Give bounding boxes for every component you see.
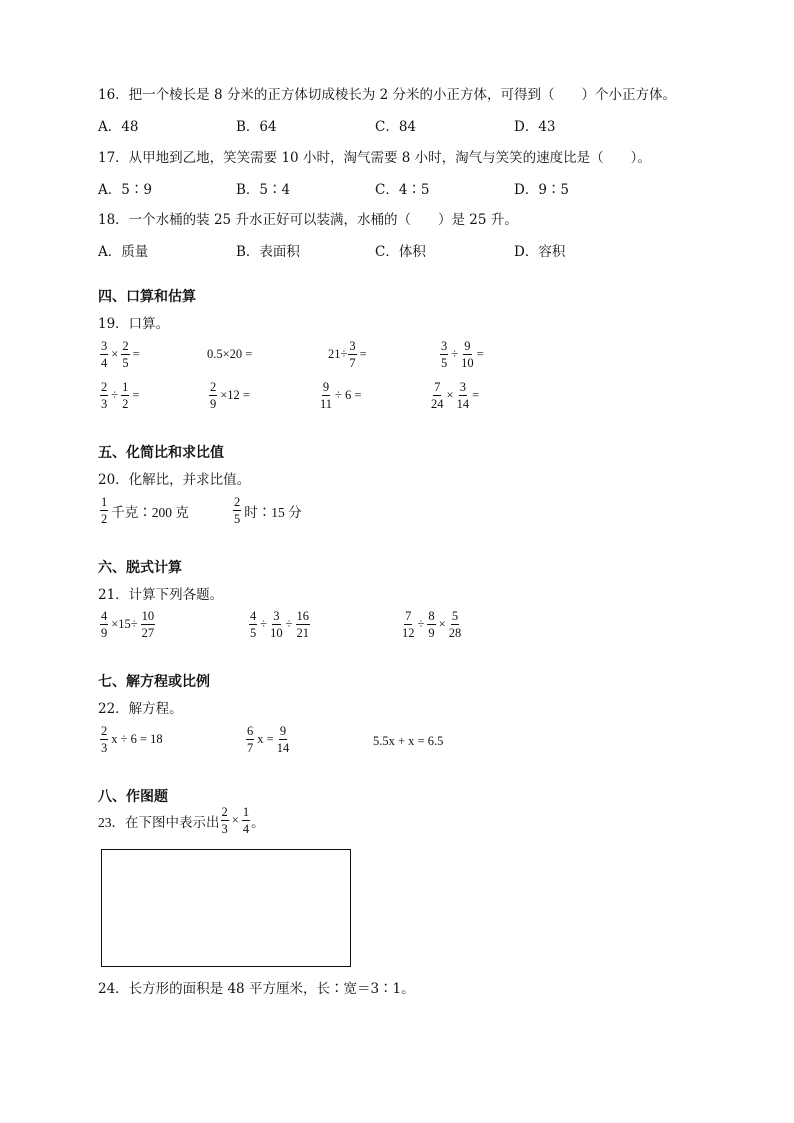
q16-option-c: C．84 <box>375 119 417 135</box>
fraction: $\frac{1}{2}$ <box>122 380 129 411</box>
question-19-label: 19．口算。 <box>98 316 170 332</box>
q19-expr-1: $\frac{3}{4}$ × $\frac{2}{5}$ = <box>101 339 140 370</box>
fraction: $\frac{10}{27}$ <box>141 609 155 640</box>
q19-expr-7: $\frac{9}{11}$ ÷ 6 = <box>320 380 362 411</box>
q21-expr-3: $\frac{7}{12}$ ÷ $\frac{8}{9}$ × $\frac{5}{28}$ <box>402 609 462 640</box>
question-23-text: 23．在下图中表示出 $\frac{2}{3}$ × $\frac{1}{4}$ 。 <box>98 805 265 836</box>
fraction: $\frac{1}{4}$ <box>242 805 250 836</box>
drawing-rectangle <box>101 849 351 967</box>
question-18-text: 18．一个水桶的装 25 升水正好可以装满，水桶的（ ）是 25 升。 <box>98 212 518 228</box>
fraction: $\frac{6}{7}$ <box>247 724 254 755</box>
fraction: $\frac{2}{3}$ <box>101 380 108 411</box>
question-21-label: 21．计算下列各题。 <box>98 587 224 603</box>
q20-expr-1: $\frac{1}{2}$ 千克∶200 克 <box>101 495 189 526</box>
q17-option-c: C．4∶5 <box>375 182 430 198</box>
section-heading-6: 六、脱式计算 <box>98 560 182 576</box>
q18-option-b: B．表面积 <box>236 244 300 260</box>
fraction: $\frac{3}{10}$ <box>270 609 283 640</box>
q16-option-b: B．64 <box>236 119 277 135</box>
q20-expr-2: $\frac{2}{5}$ 时∶15 分 <box>234 495 302 526</box>
fraction: $\frac{9}{10}$ <box>461 339 474 370</box>
q17-option-b: B．5∶4 <box>236 182 291 198</box>
fraction: $\frac{2}{3}$ <box>101 724 108 755</box>
fraction: $\frac{5}{28}$ <box>448 609 462 640</box>
q19-expr-3: 21÷ $\frac{3}{7}$ = <box>328 339 367 370</box>
question-24-text: 24．长方形的面积是 48 平方厘米，长∶宽＝3∶1。 <box>98 981 415 997</box>
fraction: $\frac{9}{11}$ <box>320 380 333 411</box>
fraction: $\frac{3}{7}$ <box>349 339 356 370</box>
q18-option-d: D．容积 <box>514 244 566 260</box>
fraction: $\frac{3}{5}$ <box>441 339 448 370</box>
fraction: $\frac{3}{14}$ <box>456 380 470 411</box>
q19-expr-4: $\frac{3}{5}$ ÷ $\frac{9}{10}$ = <box>441 339 484 370</box>
fraction: $\frac{2}{9}$ <box>210 380 217 411</box>
fraction: $\frac{1}{2}$ <box>101 495 108 526</box>
q22-expr-1: $\frac{2}{3}$ x ÷ 6 = 18 <box>101 724 163 755</box>
question-22-label: 22．解方程。 <box>98 701 183 717</box>
q22-expr-3: 5.5x + x = 6.5 <box>373 734 444 748</box>
q16-option-a: A．48 <box>98 119 139 135</box>
q19-expr-8: $\frac{7}{24}$ × $\frac{3}{14}$ = <box>431 380 480 411</box>
fraction: $\frac{7}{24}$ <box>431 380 444 411</box>
fraction: $\frac{9}{14}$ <box>276 724 290 755</box>
q19-expr-6: $\frac{2}{9}$ ×12 = <box>210 380 250 411</box>
question-16-text: 16．把一个棱长是 8 分米的正方体切成棱长为 2 分米的小正方体，可得到（ ）个小正方体。 <box>98 87 677 103</box>
q22-expr-2: $\frac{6}{7}$ x = $\frac{9}{14}$ <box>247 724 290 755</box>
q17-option-d: D．9∶5 <box>514 182 570 198</box>
section-heading-4: 四、口算和估算 <box>98 289 196 305</box>
q19-expr-2: 0.5×20 = <box>207 347 253 361</box>
question-17-text: 17．从甲地到乙地，笑笑需要 10 小时，淘气需要 8 小时，淘气与笑笑的速度比是（ ）。 <box>98 150 651 166</box>
q21-expr-1: $\frac{4}{9}$ ×15÷ $\frac{10}{27}$ <box>101 609 155 640</box>
section-heading-5: 五、化简比和求比值 <box>98 445 224 461</box>
fraction: $\frac{2}{5}$ <box>122 339 129 370</box>
fraction: $\frac{16}{21}$ <box>296 609 309 640</box>
fraction: $\frac{2}{3}$ <box>221 805 228 836</box>
fraction: $\frac{2}{5}$ <box>234 495 241 526</box>
fraction: $\frac{4}{5}$ <box>250 609 257 640</box>
fraction: $\frac{8}{9}$ <box>428 609 435 640</box>
section-heading-8: 八、作图题 <box>98 789 168 805</box>
fraction: $\frac{3}{4}$ <box>101 339 108 370</box>
question-20-label: 20．化解比，并求比值。 <box>98 472 251 488</box>
q18-option-a: A．质量 <box>98 244 149 260</box>
q21-expr-2: $\frac{4}{5}$ ÷ $\frac{3}{10}$ ÷ $\frac{16}{21}$ <box>250 609 309 640</box>
fraction: $\frac{4}{9}$ <box>101 609 108 640</box>
q16-option-d: D．43 <box>514 119 556 135</box>
section-heading-7: 七、解方程或比例 <box>98 674 210 690</box>
q18-option-c: C．体积 <box>375 244 426 260</box>
fraction: $\frac{7}{12}$ <box>402 609 415 640</box>
q17-option-a: A．5∶9 <box>98 182 152 198</box>
q19-expr-5: $\frac{2}{3}$ ÷ $\frac{1}{2}$ = <box>101 380 140 411</box>
